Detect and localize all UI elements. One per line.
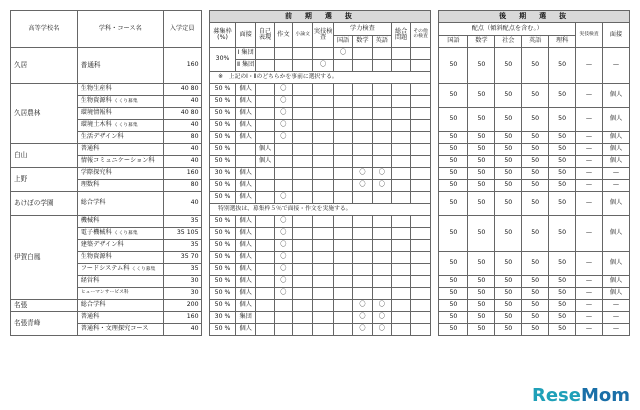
header-first-selection: 前 期 選 抜	[210, 11, 431, 23]
interview: 個人	[235, 288, 255, 300]
header-course: 学科・コース名	[77, 11, 163, 48]
capacity: 40	[163, 324, 201, 336]
quota: 50 %	[210, 108, 236, 120]
capacity: 30	[163, 288, 201, 300]
quota: 50 %	[210, 300, 236, 312]
essay: 〇	[274, 240, 292, 252]
academic-jp: 〇	[333, 48, 352, 60]
score-sci: 50	[549, 48, 576, 84]
school-name: 上野	[11, 168, 78, 192]
academic-math: 〇	[353, 300, 372, 312]
academic-en: 〇	[372, 168, 391, 180]
score-interview: —	[602, 48, 629, 84]
capacity: 40	[163, 120, 201, 132]
header-practical: 実技検査	[313, 23, 333, 48]
group-label: くくり募集	[131, 267, 156, 273]
capacity: 35 70	[163, 252, 201, 264]
interview: 集団	[235, 312, 255, 324]
essay: 〇	[274, 120, 292, 132]
capacity: 40	[163, 96, 201, 108]
admission-table-sheet	[10, 10, 630, 336]
header-s-practical: 実技検査	[576, 23, 603, 48]
course-name: 総合学科	[77, 192, 163, 216]
quota: 50 %	[210, 252, 236, 264]
header-points: 配点（傾斜配点を含む。）	[439, 23, 576, 36]
header-s-sci: 理科	[549, 36, 576, 48]
essay: 〇	[274, 96, 292, 108]
interview: Ⅰ 集団	[235, 48, 255, 60]
academic-math: 〇	[353, 168, 372, 180]
interview: 個人	[235, 120, 255, 132]
quota: 50 %	[210, 276, 236, 288]
capacity: 80	[163, 180, 201, 192]
group-label: くくり募集	[113, 99, 138, 105]
score-math: 50	[468, 48, 495, 84]
header-capacity: 入学定員	[163, 11, 201, 48]
quota: 50 %	[210, 144, 236, 156]
quota: 30%	[210, 48, 236, 72]
header-en: 英語	[372, 36, 391, 48]
capacity: 40 80	[163, 108, 201, 120]
quota: 50 %	[210, 228, 236, 240]
quota: 50 %	[210, 192, 236, 204]
course-name: 総合学科	[77, 300, 163, 312]
score-soc: 50	[495, 48, 522, 84]
group-label: くくり募集	[113, 123, 138, 129]
quota: 50 %	[210, 288, 236, 300]
essay: 〇	[274, 252, 292, 264]
capacity: 80	[163, 132, 201, 144]
header-s-math: 数学	[468, 36, 495, 48]
course-name: 環境土木科 くくり募集	[77, 120, 163, 132]
capacity: 35	[163, 240, 201, 252]
academic-en: 〇	[372, 180, 391, 192]
school-name: 白山	[11, 144, 78, 168]
admission-table: 高等学校名 学科・コース名 入学定員 前 期 選 抜 後 期 選 抜 募集枠 (%) 面接 自己表現 作文 小論文 実技検査 学力検査 総合問題 その他の検査 配点（傾斜配点を含む。） 実技検査 面接 国語 数学 英語 国語 数学 社会 英語 理科 久居 普通科 160 30% Ⅰ 集団 〇 50 50 50 50 50 — — Ⅱ 集団 〇 ※ 上記のⅠ・Ⅱのどちらかを事前に選択する。 久居農林 生物生産科 40 80 50 % 個人 〇 50 50 50 50 50 — 個人 生物資源科 くくり募集 40 50 % 個人 〇 環境情報科 40 80 50 % 個人 〇 50 50 50 50 50 — 個人 環境土木科 くくり募集 40 50 % 個人 〇 生活デザイン科 80 50 % 個人 〇 50 50 50 50 50 — 個人 白山 普通科 40 50 % 個人 50 50 50 50 50 — 個人 情報コミュニケーション科 40 50 % 個人 50 50 50 50 50 — 個人 上野 学際探究科 160 30 % 個人 〇 〇 50 50 50 50 50 — — 理数科 80 50 % 個人 〇 〇 50 50 50 50 50 — — あけぼの学園 総合学科 40 50 % 個人 〇 50 50 50 50 50 — 個人 特別選抜は、募集枠５％で面接・作文を実施する。 伊賀白鳳 機械科 35 50 % 個人 〇 50 50 50 50 50 — 個人 電子機械科 くくり募集 35 105 50 % 個人 〇 建築デザイン科 35 50 % 個人 〇 生物資源科 35 70 50 % 個人 〇 50 50 50 50 50 — 個人 フードシステム科 くくり募集 35 50 % 個人 〇 経営科 30 50 % 個人 〇 50 50 50 50 50 — 個人 ヒューマンサービス科 30 50 % 個人 〇 50 50 50 50 50 — 個人 名張 総合学科 200 50 % 個人 〇 〇 50 50 50 50 50 — — 名張青峰 普通科 160 30 % 集団 〇 〇 50 50 50 50 50 — — 普通科・文理探究コース 40 50 % 個人 〇 〇 50 50 50 50 50 — —	[10, 10, 630, 336]
course-name: 普通科	[77, 144, 163, 156]
interview: 個人	[235, 324, 255, 336]
school-name: 伊賀白鳳	[11, 216, 78, 300]
course-name: 電子機械科 くくり募集	[77, 228, 163, 240]
course-name: 情報コミュニケーション科	[77, 156, 163, 168]
header-interview: 面接	[235, 23, 255, 48]
course-name: 機械科	[77, 216, 163, 228]
self-expression: 個人	[256, 156, 274, 168]
course-name: ヒューマンサービス科	[77, 288, 163, 300]
header-general: 総合問題	[391, 23, 410, 48]
course-name: 環境情報科	[77, 108, 163, 120]
header-other: その他の検査	[411, 23, 430, 48]
course-name: 普通科・文理探究コース	[77, 324, 163, 336]
school-name: あけぼの学園	[11, 192, 78, 216]
header-s-interview: 面接	[602, 23, 629, 48]
capacity: 35	[163, 264, 201, 276]
quota: 50 %	[210, 84, 236, 96]
interview: 個人	[235, 132, 255, 144]
header-quota: 募集枠 (%)	[210, 23, 236, 48]
course-name: 生物資源科 くくり募集	[77, 96, 163, 108]
self-expression: 個人	[256, 144, 274, 156]
interview: 個人	[235, 252, 255, 264]
header-second-selection: 後 期 選 抜	[439, 11, 630, 23]
capacity: 40	[163, 144, 201, 156]
interview: 個人	[235, 96, 255, 108]
score-jp: 50	[439, 48, 468, 84]
course-name: 理数科	[77, 180, 163, 192]
group-label: くくり募集	[113, 231, 138, 237]
practical: 〇	[313, 60, 333, 72]
essay: 〇	[274, 288, 292, 300]
quota: 50 %	[210, 180, 236, 192]
header-self-expression: 自己表現	[256, 23, 274, 48]
interview: 個人	[235, 108, 255, 120]
interview: 個人	[235, 276, 255, 288]
quota: 50 %	[210, 132, 236, 144]
quota: 50 %	[210, 120, 236, 132]
score-practical: —	[576, 48, 603, 84]
essay: 〇	[274, 192, 292, 204]
capacity: 40	[163, 192, 201, 216]
interview: Ⅱ 集団	[235, 60, 255, 72]
gap	[201, 11, 210, 48]
essay: 〇	[274, 84, 292, 96]
academic-en: 〇	[372, 312, 391, 324]
quota: 50 %	[210, 324, 236, 336]
quota: 50 %	[210, 264, 236, 276]
capacity: 35	[163, 216, 201, 228]
interview: 個人	[235, 168, 255, 180]
academic-en: 〇	[372, 324, 391, 336]
capacity: 40	[163, 156, 201, 168]
header-s-jp: 国語	[439, 36, 468, 48]
interview: 個人	[235, 300, 255, 312]
course-name: 生物資源科	[77, 252, 163, 264]
capacity: 35 105	[163, 228, 201, 240]
academic-math: 〇	[353, 180, 372, 192]
course-name: 建築デザイン科	[77, 240, 163, 252]
header-short-essay: 小論文	[292, 23, 312, 48]
essay: 〇	[274, 264, 292, 276]
capacity: 40 80	[163, 84, 201, 96]
quota: 50 %	[210, 156, 236, 168]
school-name: 名張青峰	[11, 312, 78, 336]
interview: 個人	[235, 228, 255, 240]
school-name: 名張	[11, 300, 78, 312]
academic-math: 〇	[353, 324, 372, 336]
gap	[430, 11, 439, 48]
quota: 30 %	[210, 168, 236, 180]
header-jp: 国語	[333, 36, 352, 48]
academic-math: 〇	[353, 312, 372, 324]
course-name: 生物生産科	[77, 84, 163, 96]
essay: 〇	[274, 228, 292, 240]
note: 特別選抜は、募集枠５％で面接・作文を実施する。	[210, 204, 431, 216]
course-name: 普通科	[77, 312, 163, 324]
interview: 個人	[235, 192, 255, 204]
essay: 〇	[274, 216, 292, 228]
interview: 個人	[235, 240, 255, 252]
course-name: 学際探究科	[77, 168, 163, 180]
academic-en: 〇	[372, 300, 391, 312]
header-s-soc: 社会	[495, 36, 522, 48]
capacity: 30	[163, 276, 201, 288]
essay: 〇	[274, 108, 292, 120]
quota: 50 %	[210, 216, 236, 228]
course-name: フードシステム科 くくり募集	[77, 264, 163, 276]
header-school: 高等学校名	[11, 11, 78, 48]
resemom-watermark: ReseMom	[531, 385, 630, 406]
course-name: 経営科	[77, 276, 163, 288]
interview: 個人	[235, 84, 255, 96]
school-name: 久居	[11, 48, 78, 84]
essay: 〇	[274, 132, 292, 144]
essay: 〇	[274, 276, 292, 288]
capacity: 160	[163, 48, 201, 84]
capacity: 160	[163, 168, 201, 180]
interview: 個人	[235, 180, 255, 192]
school-name: 久居農林	[11, 84, 78, 144]
header-essay: 作文	[274, 23, 292, 48]
course-name: 普通科	[77, 48, 163, 84]
course-name: 生活デザイン科	[77, 132, 163, 144]
capacity: 160	[163, 312, 201, 324]
header-s-en: 英語	[522, 36, 549, 48]
interview: 個人	[235, 264, 255, 276]
note: ※ 上記のⅠ・Ⅱのどちらかを事前に選択する。	[210, 72, 431, 84]
quota: 50 %	[210, 96, 236, 108]
capacity: 200	[163, 300, 201, 312]
score-en: 50	[522, 48, 549, 84]
header-math: 数学	[353, 36, 372, 48]
interview: 個人	[235, 216, 255, 228]
header-academic: 学力検査	[333, 23, 391, 36]
quota: 30 %	[210, 312, 236, 324]
quota: 50 %	[210, 240, 236, 252]
